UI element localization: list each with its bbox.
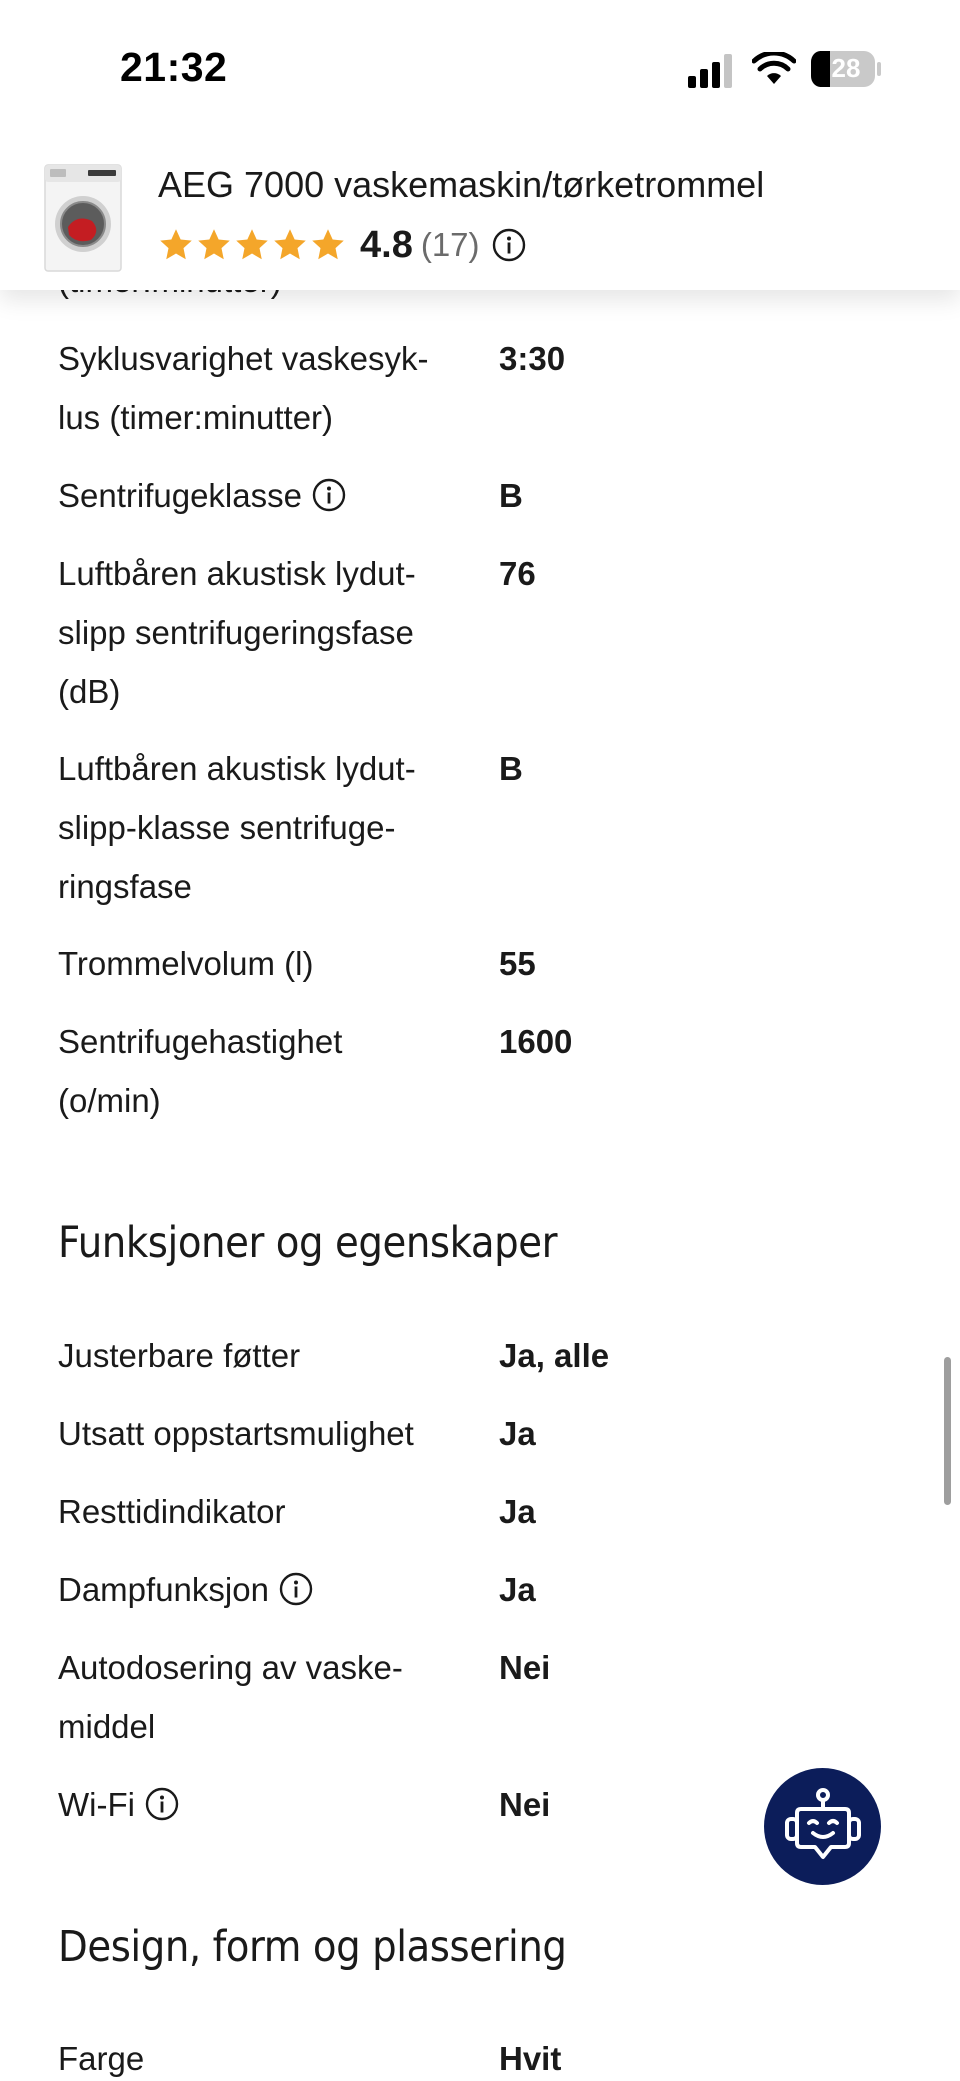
- spec-label: [58, 1326, 478, 1385]
- spec-label-text: Sentrifugehastighet (o/min): [58, 1023, 343, 1119]
- spec-label: [58, 1482, 478, 1541]
- spec-value: Ja: [499, 1415, 536, 1452]
- signal-icon: [688, 54, 736, 88]
- spec-label-text: Dampfunksjon: [58, 1571, 269, 1608]
- section-title-design: Design, form og plassering: [58, 1922, 567, 1972]
- spec-value: 1600: [499, 1023, 573, 1060]
- star-icon: [310, 227, 346, 263]
- info-icon[interactable]: [145, 1787, 179, 1821]
- chat-bot-button[interactable]: [764, 1768, 881, 1885]
- spec-label: [58, 739, 478, 916]
- spec-value: Nei: [499, 1649, 551, 1686]
- spec-label: [58, 1012, 478, 1130]
- spec-label-text: Justerbare føtter: [58, 1337, 301, 1374]
- spec-label: [58, 1775, 478, 1834]
- spec-label-text: Autodosering av vaske- middel: [58, 1649, 403, 1745]
- spec-label: [58, 544, 478, 721]
- spec-label-text: Trommelvolum (l): [58, 945, 314, 982]
- rating-count[interactable]: (17): [420, 226, 480, 263]
- spec-value: Hvit: [499, 2040, 562, 2077]
- spec-value: Ja: [499, 1571, 536, 1608]
- spec-label-text: Farge: [58, 2040, 145, 2077]
- star-icon: [158, 227, 194, 263]
- spec-label: [58, 329, 478, 447]
- info-icon[interactable]: [312, 478, 346, 512]
- spec-value: 55: [499, 945, 536, 982]
- spec-label: [58, 1638, 478, 1756]
- spec-label-text: Luftbåren akustisk lydut- slipp-klasse sentrifuge- ringsfase: [58, 750, 416, 905]
- spec-label-text: Sentrifugeklasse: [58, 477, 302, 514]
- info-icon[interactable]: [279, 1572, 313, 1606]
- spec-label-text: Syklusvarighet vaskesyk- lus (timer:minutter): [58, 340, 429, 436]
- battery-level-text: 28: [831, 53, 861, 83]
- spec-value: Ja, alle: [499, 1337, 610, 1374]
- product-header[interactable]: [0, 140, 960, 290]
- spec-label: [58, 466, 478, 525]
- rating-stars: [158, 227, 348, 263]
- status-bar: [0, 0, 960, 140]
- rating-value: 4.8: [360, 223, 413, 266]
- chat-bot-icon: [777, 1781, 869, 1873]
- spec-value: B: [499, 477, 523, 514]
- product-title[interactable]: AEG 7000 vaskemaskin/tørketrommel: [158, 164, 765, 205]
- spec-label: [58, 1404, 478, 1463]
- spec-value: Ja: [499, 1493, 536, 1530]
- spec-label: [58, 934, 478, 993]
- star-icon: [234, 227, 270, 263]
- spec-label-text: Luftbåren akustisk lydut- slipp sentrifugeringsfase (dB): [58, 555, 416, 710]
- spec-label-text: Utsatt oppstartsmulighet: [58, 1415, 414, 1452]
- section-title-features: Funksjoner og egenskaper: [58, 1218, 558, 1268]
- spec-value: 3:30: [499, 340, 566, 377]
- spec-label: [58, 2029, 478, 2081]
- star-icon: [272, 227, 308, 263]
- star-icon: [196, 227, 232, 263]
- status-time: 21:32: [120, 44, 228, 90]
- wifi-icon: [752, 52, 796, 86]
- scrollbar-thumb[interactable]: [944, 1357, 951, 1505]
- spec-value: Nei: [499, 1786, 551, 1823]
- info-icon[interactable]: [492, 228, 526, 262]
- spec-label: [58, 1560, 478, 1619]
- product-thumbnail: [44, 164, 122, 272]
- spec-value: B: [499, 750, 523, 787]
- spec-label-text: Wi-Fi: [58, 1786, 135, 1823]
- rating-row[interactable]: [158, 220, 526, 270]
- spec-label-text: Resttidindikator: [58, 1493, 286, 1530]
- spec-value: 76: [499, 555, 536, 592]
